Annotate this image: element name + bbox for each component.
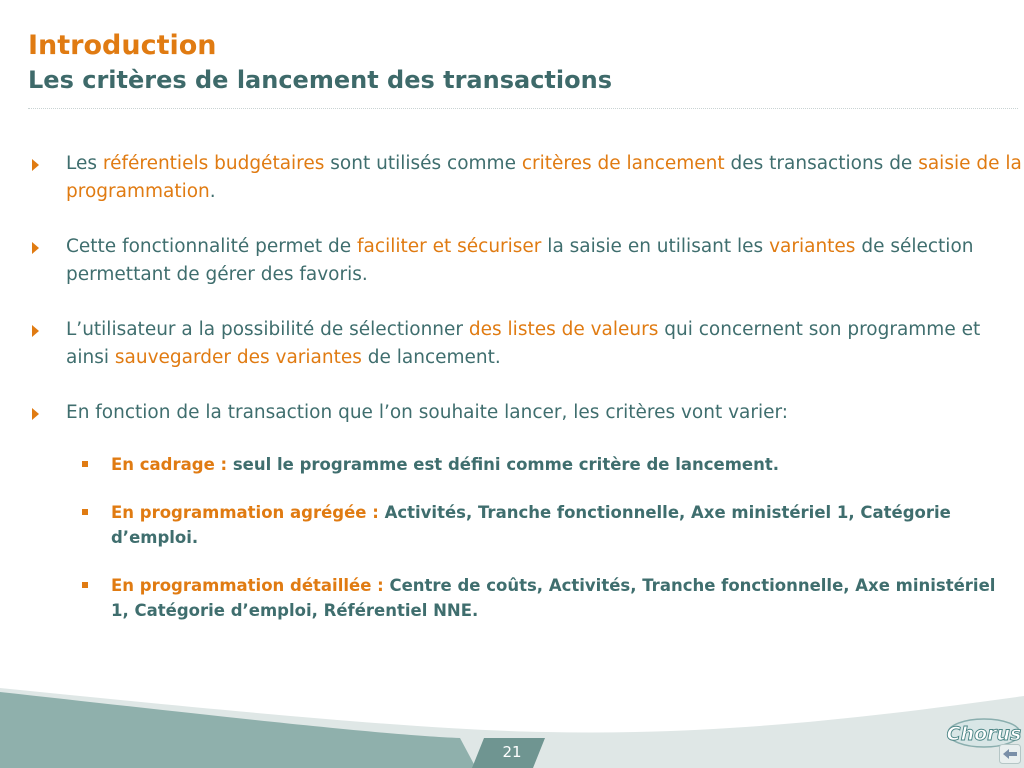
bullet-text: Cette fonctionnalité permet de	[66, 236, 358, 257]
square-bullet-icon	[82, 582, 88, 588]
sub-bullet-label: En programmation agrégée :	[111, 503, 385, 522]
square-bullet-icon	[82, 509, 88, 515]
sub-bullet-item	[80, 573, 1010, 623]
highlighted-text: variantes	[769, 236, 856, 257]
bullet-text: de lancement.	[361, 347, 501, 368]
title-divider	[28, 108, 1018, 109]
sub-bullet-list	[80, 452, 1010, 646]
sub-bullet-text: Activités, Tranche fonctionnelle, Axe ministériel 1, Catégorie d’emploi.	[111, 503, 951, 547]
sub-bullet-text: seul le programme est défini comme critère de lancement.	[232, 455, 780, 474]
bullet-text: En fonction de la transaction que l’on souhaite lancer, les critères vont varier:	[66, 402, 789, 423]
bullet-text: L’utilisateur a la possibilité de sélectionner	[66, 319, 469, 340]
page-number: 21	[502, 743, 522, 761]
sub-bullet-label: En programmation détaillée :	[111, 576, 390, 595]
highlighted-text: référentiels budgétaires	[102, 153, 325, 174]
triangle-bullet-icon	[32, 325, 39, 337]
square-bullet-icon	[82, 461, 88, 467]
bullet-item	[30, 233, 1024, 289]
bullet-item	[30, 399, 1024, 427]
sub-bullet-item	[80, 500, 1010, 550]
highlighted-text: sauvegarder des variantes	[114, 347, 362, 368]
bullet-text: sont utilisés comme	[324, 153, 522, 174]
sub-bullet-item	[80, 452, 1010, 477]
bullet-item	[30, 316, 1024, 372]
bullet-text: la saisie en utilisant les	[541, 236, 770, 257]
highlighted-text: des listes de valeurs	[468, 319, 659, 340]
bullet-text: .	[209, 181, 216, 202]
bullet-text: Les	[66, 153, 103, 174]
sub-bullet-label: En cadrage :	[111, 455, 233, 474]
logo-text: Chorus	[946, 723, 1022, 745]
bullet-item	[30, 150, 1024, 206]
back-arrow-icon[interactable]	[999, 744, 1021, 764]
highlighted-text: critères de lancement	[521, 153, 725, 174]
bullet-list	[30, 150, 1024, 454]
slide-subtitle: Les critères de lancement des transactions	[28, 66, 612, 94]
bullet-text: des transactions de	[724, 153, 919, 174]
bullet-text: de sélection permettant de gérer des favoris.	[66, 236, 974, 285]
highlighted-text: saisie de la programmation	[66, 153, 1022, 202]
bullet-text: qui concernent son programme et ainsi	[66, 319, 981, 368]
triangle-bullet-icon	[32, 242, 39, 254]
slide-title: Introduction	[28, 30, 217, 61]
sub-bullet-text: Centre de coûts, Activités, Tranche fonctionnelle, Axe ministériel 1, Catégorie d’emploi, Référentiel NNE.	[111, 576, 996, 620]
triangle-bullet-icon	[32, 159, 39, 171]
triangle-bullet-icon	[32, 408, 39, 420]
highlighted-text: faciliter et sécuriser	[357, 236, 542, 257]
